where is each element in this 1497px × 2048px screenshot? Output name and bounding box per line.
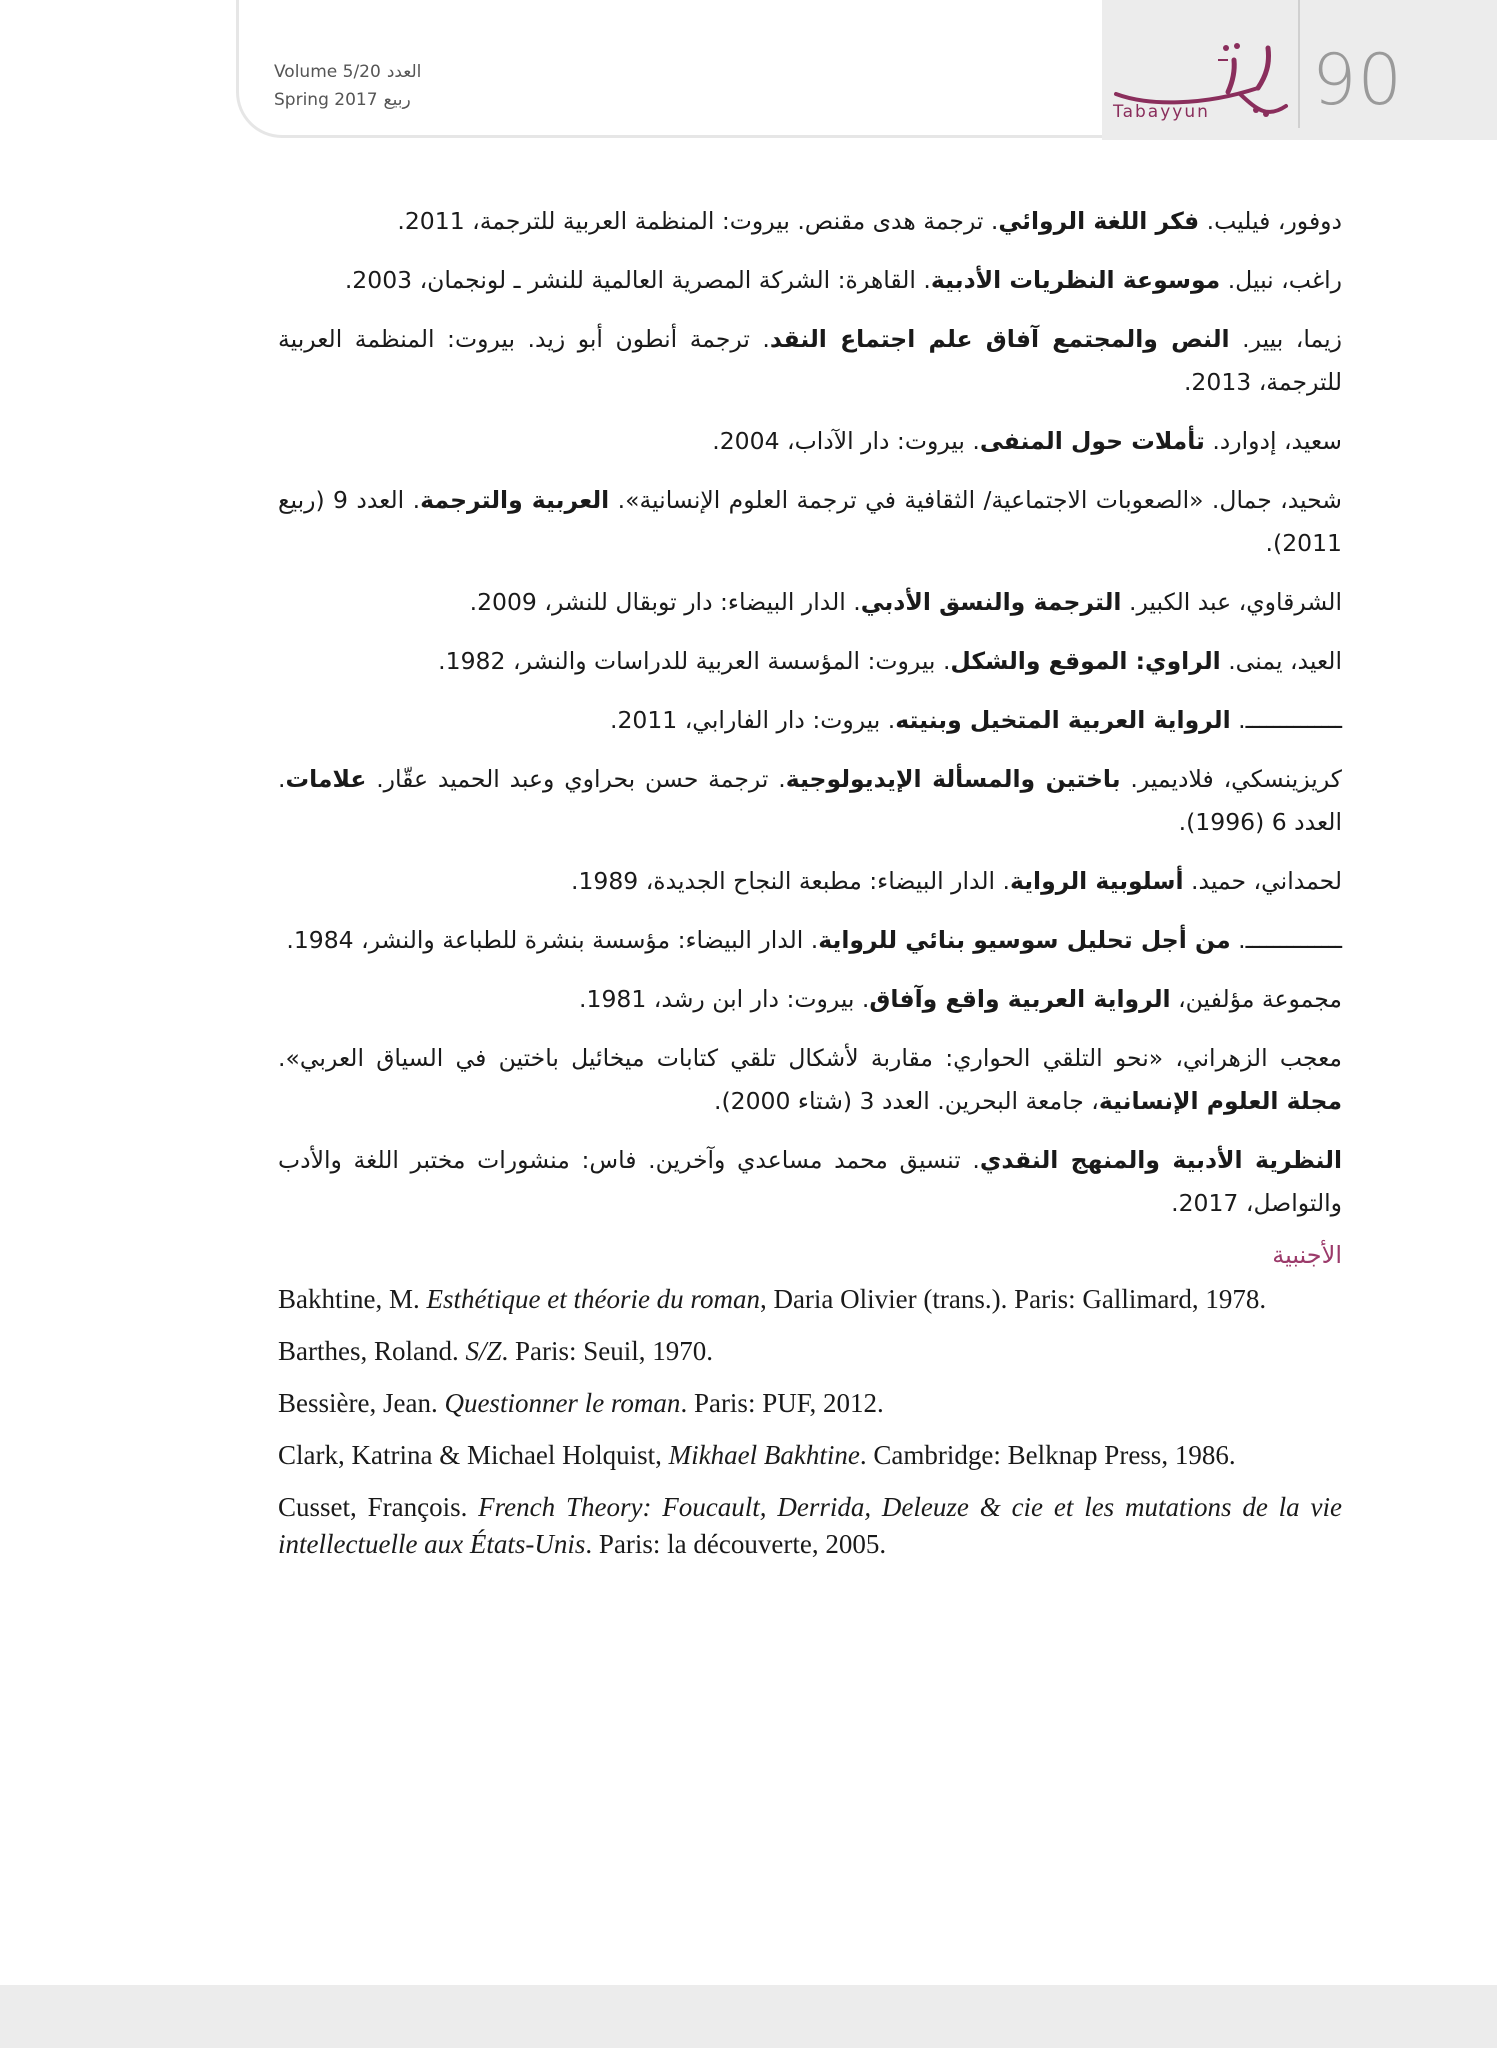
reference-text: . بيروت: دار ابن رشد، 1981. bbox=[579, 985, 870, 1013]
reference-entry bbox=[278, 1333, 1342, 1370]
reference-entry bbox=[278, 259, 1342, 302]
volume-arabic: العدد bbox=[386, 62, 422, 82]
reference-title: الترجمة والنسق الأدبي bbox=[860, 588, 1122, 616]
reference-text: شحيد، جمال. «الصعوبات الاجتماعية/ الثقافية في ترجمة العلوم الإنسانية». bbox=[609, 486, 1342, 514]
reference-text: . تنسيق محمد مساعدي وآخرين. فاس: منشورات مختبر اللغة والأدب والتواصل، 2017. bbox=[278, 1146, 1342, 1217]
page-number: 90 bbox=[1312, 39, 1404, 121]
reference-text: كريزينسكي، فلاديمير. bbox=[1120, 765, 1342, 793]
reference-text: راغب، نبيل. bbox=[1220, 266, 1342, 294]
reference-entry bbox=[278, 1437, 1342, 1474]
reference-entry bbox=[278, 699, 1342, 742]
reference-text: ــــــــــــــ. bbox=[1230, 926, 1342, 954]
page-header bbox=[0, 0, 1497, 142]
logo-latin-text: Tabayyun bbox=[1113, 102, 1210, 122]
volume-line bbox=[274, 58, 574, 86]
footer-band bbox=[0, 1985, 1497, 2048]
reference-entry bbox=[278, 200, 1342, 243]
reference-text: . Paris: PUF, 2012. bbox=[680, 1388, 884, 1418]
reference-title: الراوي: الموقع والشكل bbox=[950, 647, 1221, 675]
foreign-section-title: الأجنبية bbox=[1272, 1241, 1342, 1269]
reference-text: , Daria Olivier (trans.). Paris: Gallimard, 1978. bbox=[759, 1284, 1267, 1314]
arabic-references bbox=[278, 200, 1342, 1225]
reference-title: مجلة العلوم الإنسانية bbox=[1098, 1087, 1342, 1115]
reference-title: تأملات حول المنفى bbox=[979, 427, 1205, 455]
reference-text: . العدد 6 (1996). bbox=[278, 765, 1342, 836]
reference-text: . الدار البيضاء: مؤسسة بنشرة للطباعة والنشر، 1984. bbox=[286, 926, 819, 954]
season-arabic: ربيع bbox=[383, 90, 411, 110]
reference-text: ، جامعة البحرين. العدد 3 (شتاء 2000). bbox=[713, 1087, 1099, 1115]
reference-title: علامات bbox=[285, 765, 367, 793]
reference-title: Esthétique et théorie du roman bbox=[426, 1284, 760, 1314]
reference-text: ــــــــــــــ. bbox=[1230, 706, 1342, 734]
reference-title: النص والمجتمع آفاق علم اجتماع النقد bbox=[769, 325, 1230, 353]
reference-text: معجب الزهراني، «نحو التلقي الحواري: مقاربة لأشكال تلقي كتابات ميخائيل باختين في السياق العربي». bbox=[278, 1044, 1342, 1072]
reference-text: . الدار البيضاء: دار توبقال للنشر، 2009. bbox=[469, 588, 861, 616]
reference-text: . ترجمة أنطون أبو زيد. بيروت: المنظمة العربية للترجمة، 2013. bbox=[278, 325, 1342, 396]
reference-title: فكر اللغة الروائي bbox=[998, 207, 1200, 235]
reference-title: French Theory: Foucault, Derrida, Deleuze & cie et les mutations de la vie intellectuelle aux États-Unis bbox=[278, 1492, 1342, 1559]
reference-text: العيد، يمنى. bbox=[1220, 647, 1342, 675]
reference-text: Barthes, Roland. bbox=[278, 1336, 466, 1366]
reference-title: من أجل تحليل سوسيو بنائي للرواية bbox=[818, 926, 1231, 954]
reference-text: . الدار البيضاء: مطبعة النجاح الجديدة، 1989. bbox=[570, 867, 1010, 895]
reference-entry bbox=[278, 479, 1342, 565]
reference-title: S/Z bbox=[465, 1336, 502, 1366]
reference-entry bbox=[278, 420, 1342, 463]
reference-text: . ترجمة هدى مقنص. بيروت: المنظمة العربية للترجمة، 2011. bbox=[397, 207, 999, 235]
reference-title: Mikhael Bakhtine bbox=[668, 1440, 860, 1470]
volume-latin: Volume 5/20 bbox=[274, 62, 381, 82]
reference-entry bbox=[278, 640, 1342, 683]
reference-title: موسوعة النظريات الأدبية bbox=[930, 266, 1221, 294]
reference-title: النظرية الأدبية والمنهج النقدي bbox=[979, 1146, 1343, 1174]
reference-text: Bessière, Jean. bbox=[278, 1388, 445, 1418]
reference-text: زيما، بيير. bbox=[1229, 325, 1343, 353]
reference-entry bbox=[278, 581, 1342, 624]
reference-entry bbox=[278, 1489, 1342, 1563]
reference-text: دوفور، فيليب. bbox=[1199, 207, 1342, 235]
reference-entry bbox=[278, 318, 1342, 404]
reference-entry bbox=[278, 758, 1342, 844]
reference-title: أسلوبية الرواية bbox=[1009, 867, 1184, 895]
reference-text: . بيروت: دار الآداب، 2004. bbox=[712, 427, 980, 455]
reference-entry bbox=[278, 1385, 1342, 1422]
reference-text: . Cambridge: Belknap Press, 1986. bbox=[859, 1440, 1236, 1470]
reference-text: Bakhtine, M. bbox=[278, 1284, 427, 1314]
reference-text: . Paris: la découverte, 2005. bbox=[585, 1529, 887, 1559]
bibliography bbox=[278, 200, 1342, 1578]
reference-text: . ترجمة حسن بحراوي وعبد الحميد عقّار. bbox=[366, 765, 786, 793]
reference-text: سعيد، إدوارد. bbox=[1204, 427, 1342, 455]
reference-title: باختين والمسألة الإيديولوجية bbox=[785, 765, 1121, 793]
reference-entry bbox=[278, 1139, 1342, 1225]
reference-title: العربية والترجمة bbox=[420, 486, 610, 514]
reference-text: Cusset, François. bbox=[278, 1492, 479, 1522]
reference-text: . Paris: Seuil, 1970. bbox=[501, 1336, 714, 1366]
reference-title: الرواية العربية المتخيل وبنيته bbox=[895, 706, 1231, 734]
reference-entry bbox=[278, 919, 1342, 962]
reference-text: مجموعة مؤلفين، bbox=[1170, 985, 1342, 1013]
reference-text: لحمداني، حميد. bbox=[1183, 867, 1342, 895]
header-divider bbox=[1298, 0, 1300, 128]
reference-entry bbox=[278, 1037, 1342, 1123]
reference-title: Questionner le roman bbox=[444, 1388, 681, 1418]
reference-text: . بيروت: دار الفارابي، 2011. bbox=[609, 706, 896, 734]
reference-title: الرواية العربية واقع وآفاق bbox=[869, 985, 1171, 1013]
season-line bbox=[274, 86, 574, 114]
reference-entry bbox=[278, 1281, 1342, 1318]
reference-entry bbox=[278, 978, 1342, 1021]
foreign-references bbox=[278, 1281, 1342, 1563]
reference-text: . العدد 9 (ربيع 2011). bbox=[278, 486, 1342, 557]
reference-text: Clark, Katrina & Michael Holquist, bbox=[278, 1440, 669, 1470]
reference-entry bbox=[278, 860, 1342, 903]
reference-text: . بيروت: المؤسسة العربية للدراسات والنشر، 1982. bbox=[438, 647, 951, 675]
reference-text: الشرقاوي، عبد الكبير. bbox=[1121, 588, 1342, 616]
season-latin: Spring 2017 bbox=[274, 90, 378, 110]
reference-text: . القاهرة: الشركة المصرية العالمية للنشر ـ لونجمان، 2003. bbox=[344, 266, 931, 294]
